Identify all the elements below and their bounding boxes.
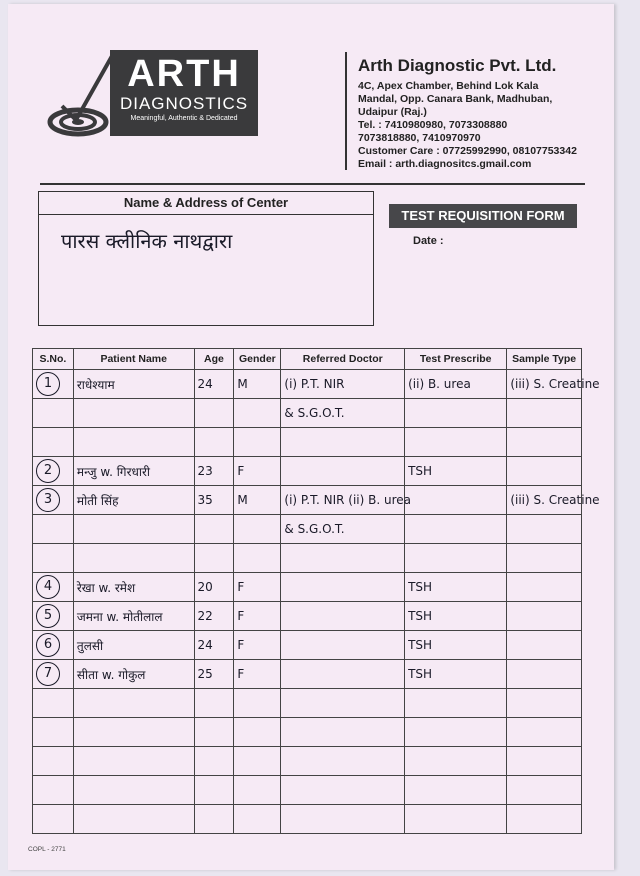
cell-patient-name: मन्जु w. गिरधारी <box>73 457 194 486</box>
cell-referred-doctor <box>281 776 405 805</box>
table-row <box>33 457 582 486</box>
table-row <box>33 602 582 631</box>
cell-sample-type <box>507 544 582 573</box>
cell-sno <box>33 486 74 515</box>
cell-age: 24 <box>194 370 234 399</box>
cell-patient-name: जमना w. मोतीलाल <box>73 602 194 631</box>
patient-table <box>32 348 600 834</box>
cell-gender: F <box>234 457 281 486</box>
cell-referred-doctor <box>281 718 405 747</box>
target-check-logo-icon <box>48 54 118 140</box>
cell-patient-name <box>73 776 194 805</box>
cell-sample-type <box>507 776 582 805</box>
phone-line: Tel. : 7410980980, 7073308880 <box>358 119 508 131</box>
cell-sno <box>33 747 74 776</box>
cell-test-prescribe: TSH <box>405 457 507 486</box>
cell-sno <box>33 805 74 834</box>
cell-sample-type <box>507 689 582 718</box>
serial-number-circle: 7 <box>36 662 60 686</box>
cell-sample-type <box>507 457 582 486</box>
logo-title: ARTH <box>127 53 241 95</box>
cell-sample-type: (iii) S. Creatine <box>507 370 582 399</box>
cell-age: 22 <box>194 602 234 631</box>
cell-patient-name <box>73 399 194 428</box>
table-row <box>33 399 582 428</box>
cell-test-prescribe <box>405 486 507 515</box>
header-rule <box>40 183 585 185</box>
cell-test-prescribe <box>405 428 507 457</box>
cell-gender <box>234 718 281 747</box>
cell-sno <box>33 602 74 631</box>
table-body <box>33 370 600 834</box>
serial-number-circle: 5 <box>36 604 60 628</box>
cell-test-prescribe: TSH <box>405 602 507 631</box>
cell-patient-name <box>73 718 194 747</box>
cell-patient-name: तुलसी <box>73 631 194 660</box>
address-line: 4C, Apex Chamber, Behind Lok Kala <box>358 80 539 92</box>
logo-subtitle: DIAGNOSTICS <box>119 94 249 113</box>
cell-sample-type: (iii) S. Creatine <box>507 486 582 515</box>
column-header-test-prescribe: Test Prescribe <box>405 349 507 370</box>
company-info <box>358 56 598 171</box>
serial-number-circle: 1 <box>36 372 60 396</box>
table-row <box>33 776 582 805</box>
cell-sample-type <box>507 718 582 747</box>
column-header-age: Age <box>194 349 234 370</box>
cell-referred-doctor <box>281 457 405 486</box>
cell-referred-doctor <box>281 544 405 573</box>
cell-test-prescribe <box>405 544 507 573</box>
cell-referred-doctor <box>281 428 405 457</box>
cell-test-prescribe <box>405 747 507 776</box>
customer-care-line: Customer Care : 07725992990, 08107753342 <box>358 145 577 157</box>
cell-sample-type <box>507 602 582 631</box>
center-name-handwritten: पारस क्लीनिक नाथद्वारा <box>61 229 233 253</box>
cell-age <box>194 544 234 573</box>
serial-number-circle: 2 <box>36 459 60 483</box>
serial-number-circle: 3 <box>36 488 60 512</box>
table-row <box>33 747 582 776</box>
cell-patient-name: सीता w. गोकुल <box>73 660 194 689</box>
cell-age <box>194 805 234 834</box>
cell-sno <box>33 660 74 689</box>
column-header-sample-type: Sample Type <box>507 349 582 370</box>
form-code: COPL - 2771 <box>28 846 66 853</box>
cell-test-prescribe <box>405 399 507 428</box>
table-row <box>33 370 582 399</box>
cell-sno <box>33 573 74 602</box>
cell-patient-name: रेखा w. रमेश <box>73 573 194 602</box>
cell-referred-doctor: (i) P.T. NIR <box>281 370 405 399</box>
cell-gender <box>234 747 281 776</box>
table-header-row <box>33 349 582 370</box>
cell-referred-doctor <box>281 747 405 776</box>
cell-patient-name <box>73 544 194 573</box>
cell-age: 25 <box>194 660 234 689</box>
cell-sno <box>33 515 74 544</box>
cell-patient-name <box>73 689 194 718</box>
cell-age: 23 <box>194 457 234 486</box>
header-divider <box>345 52 347 170</box>
cell-age <box>194 776 234 805</box>
column-header-sno: S.No. <box>33 349 74 370</box>
table-row <box>33 805 582 834</box>
table-row <box>33 718 582 747</box>
table-row <box>33 660 582 689</box>
cell-gender <box>234 689 281 718</box>
date-label: Date : <box>413 235 444 247</box>
cell-sample-type <box>507 660 582 689</box>
column-header-referred-doctor: Referred Doctor <box>281 349 405 370</box>
cell-gender <box>234 428 281 457</box>
cell-sample-type <box>507 747 582 776</box>
cell-sample-type <box>507 631 582 660</box>
brand-logo <box>110 50 258 136</box>
cell-age <box>194 718 234 747</box>
cell-referred-doctor <box>281 805 405 834</box>
cell-sno <box>33 544 74 573</box>
email-line: Email : arth.diagnositcs.gmail.com <box>358 158 532 170</box>
cell-test-prescribe <box>405 805 507 834</box>
cell-test-prescribe: TSH <box>405 660 507 689</box>
company-name: Arth Diagnostic Pvt. Ltd. <box>358 56 557 75</box>
cell-referred-doctor <box>281 573 405 602</box>
cell-test-prescribe <box>405 776 507 805</box>
table-row <box>33 515 582 544</box>
cell-test-prescribe <box>405 515 507 544</box>
cell-sample-type <box>507 515 582 544</box>
column-header-gender: Gender <box>234 349 281 370</box>
cell-test-prescribe <box>405 718 507 747</box>
address-line: Mandal, Opp. Canara Bank, Madhuban, <box>358 93 553 105</box>
serial-number-circle: 6 <box>36 633 60 657</box>
cell-referred-doctor <box>281 631 405 660</box>
phone-line: 7073818880, 7410970970 <box>358 132 481 144</box>
cell-gender: M <box>234 370 281 399</box>
cell-gender: F <box>234 602 281 631</box>
cell-age <box>194 515 234 544</box>
cell-sno <box>33 457 74 486</box>
cell-test-prescribe: TSH <box>405 631 507 660</box>
requisition-sheet <box>8 4 614 870</box>
cell-referred-doctor: (i) P.T. NIR (ii) B. urea <box>281 486 405 515</box>
center-box <box>38 191 374 326</box>
cell-patient-name <box>73 747 194 776</box>
cell-test-prescribe: (ii) B. urea <box>405 370 507 399</box>
serial-number-circle: 4 <box>36 575 60 599</box>
logo-tagline: Meaningful, Authentic & Dedicated <box>130 115 238 122</box>
cell-gender <box>234 399 281 428</box>
cell-patient-name <box>73 805 194 834</box>
cell-age: 24 <box>194 631 234 660</box>
cell-referred-doctor: & S.G.O.T. <box>281 399 405 428</box>
table-row <box>33 428 582 457</box>
cell-referred-doctor: & S.G.O.T. <box>281 515 405 544</box>
cell-referred-doctor <box>281 660 405 689</box>
table-row <box>33 486 582 515</box>
cell-sno <box>33 631 74 660</box>
cell-sample-type <box>507 573 582 602</box>
cell-age <box>194 428 234 457</box>
cell-sno <box>33 718 74 747</box>
cell-patient-name <box>73 515 194 544</box>
cell-gender <box>234 515 281 544</box>
cell-gender <box>234 544 281 573</box>
cell-sno <box>33 370 74 399</box>
cell-sample-type <box>507 805 582 834</box>
form-title: TEST REQUISITION FORM <box>389 204 577 228</box>
address-line: Udaipur (Raj.) <box>358 106 427 118</box>
cell-sample-type <box>507 428 582 457</box>
table-row <box>33 631 582 660</box>
cell-sno <box>33 776 74 805</box>
table-row <box>33 689 582 718</box>
center-heading: Name & Address of Center <box>39 192 373 215</box>
cell-gender: F <box>234 631 281 660</box>
cell-age <box>194 689 234 718</box>
table-row <box>33 573 582 602</box>
cell-gender <box>234 805 281 834</box>
cell-test-prescribe <box>405 689 507 718</box>
cell-referred-doctor <box>281 689 405 718</box>
cell-patient-name: राधेश्याम <box>73 370 194 399</box>
cell-gender <box>234 776 281 805</box>
cell-age <box>194 399 234 428</box>
cell-age: 20 <box>194 573 234 602</box>
cell-sno <box>33 428 74 457</box>
cell-patient-name: मोती सिंह <box>73 486 194 515</box>
cell-age <box>194 747 234 776</box>
cell-sample-type <box>507 399 582 428</box>
cell-patient-name <box>73 428 194 457</box>
table-row <box>33 544 582 573</box>
cell-gender: F <box>234 660 281 689</box>
column-header-patient-name: Patient Name <box>73 349 194 370</box>
cell-age: 35 <box>194 486 234 515</box>
cell-gender: M <box>234 486 281 515</box>
cell-referred-doctor <box>281 602 405 631</box>
cell-sno <box>33 399 74 428</box>
cell-sno <box>33 689 74 718</box>
cell-test-prescribe: TSH <box>405 573 507 602</box>
cell-gender: F <box>234 573 281 602</box>
